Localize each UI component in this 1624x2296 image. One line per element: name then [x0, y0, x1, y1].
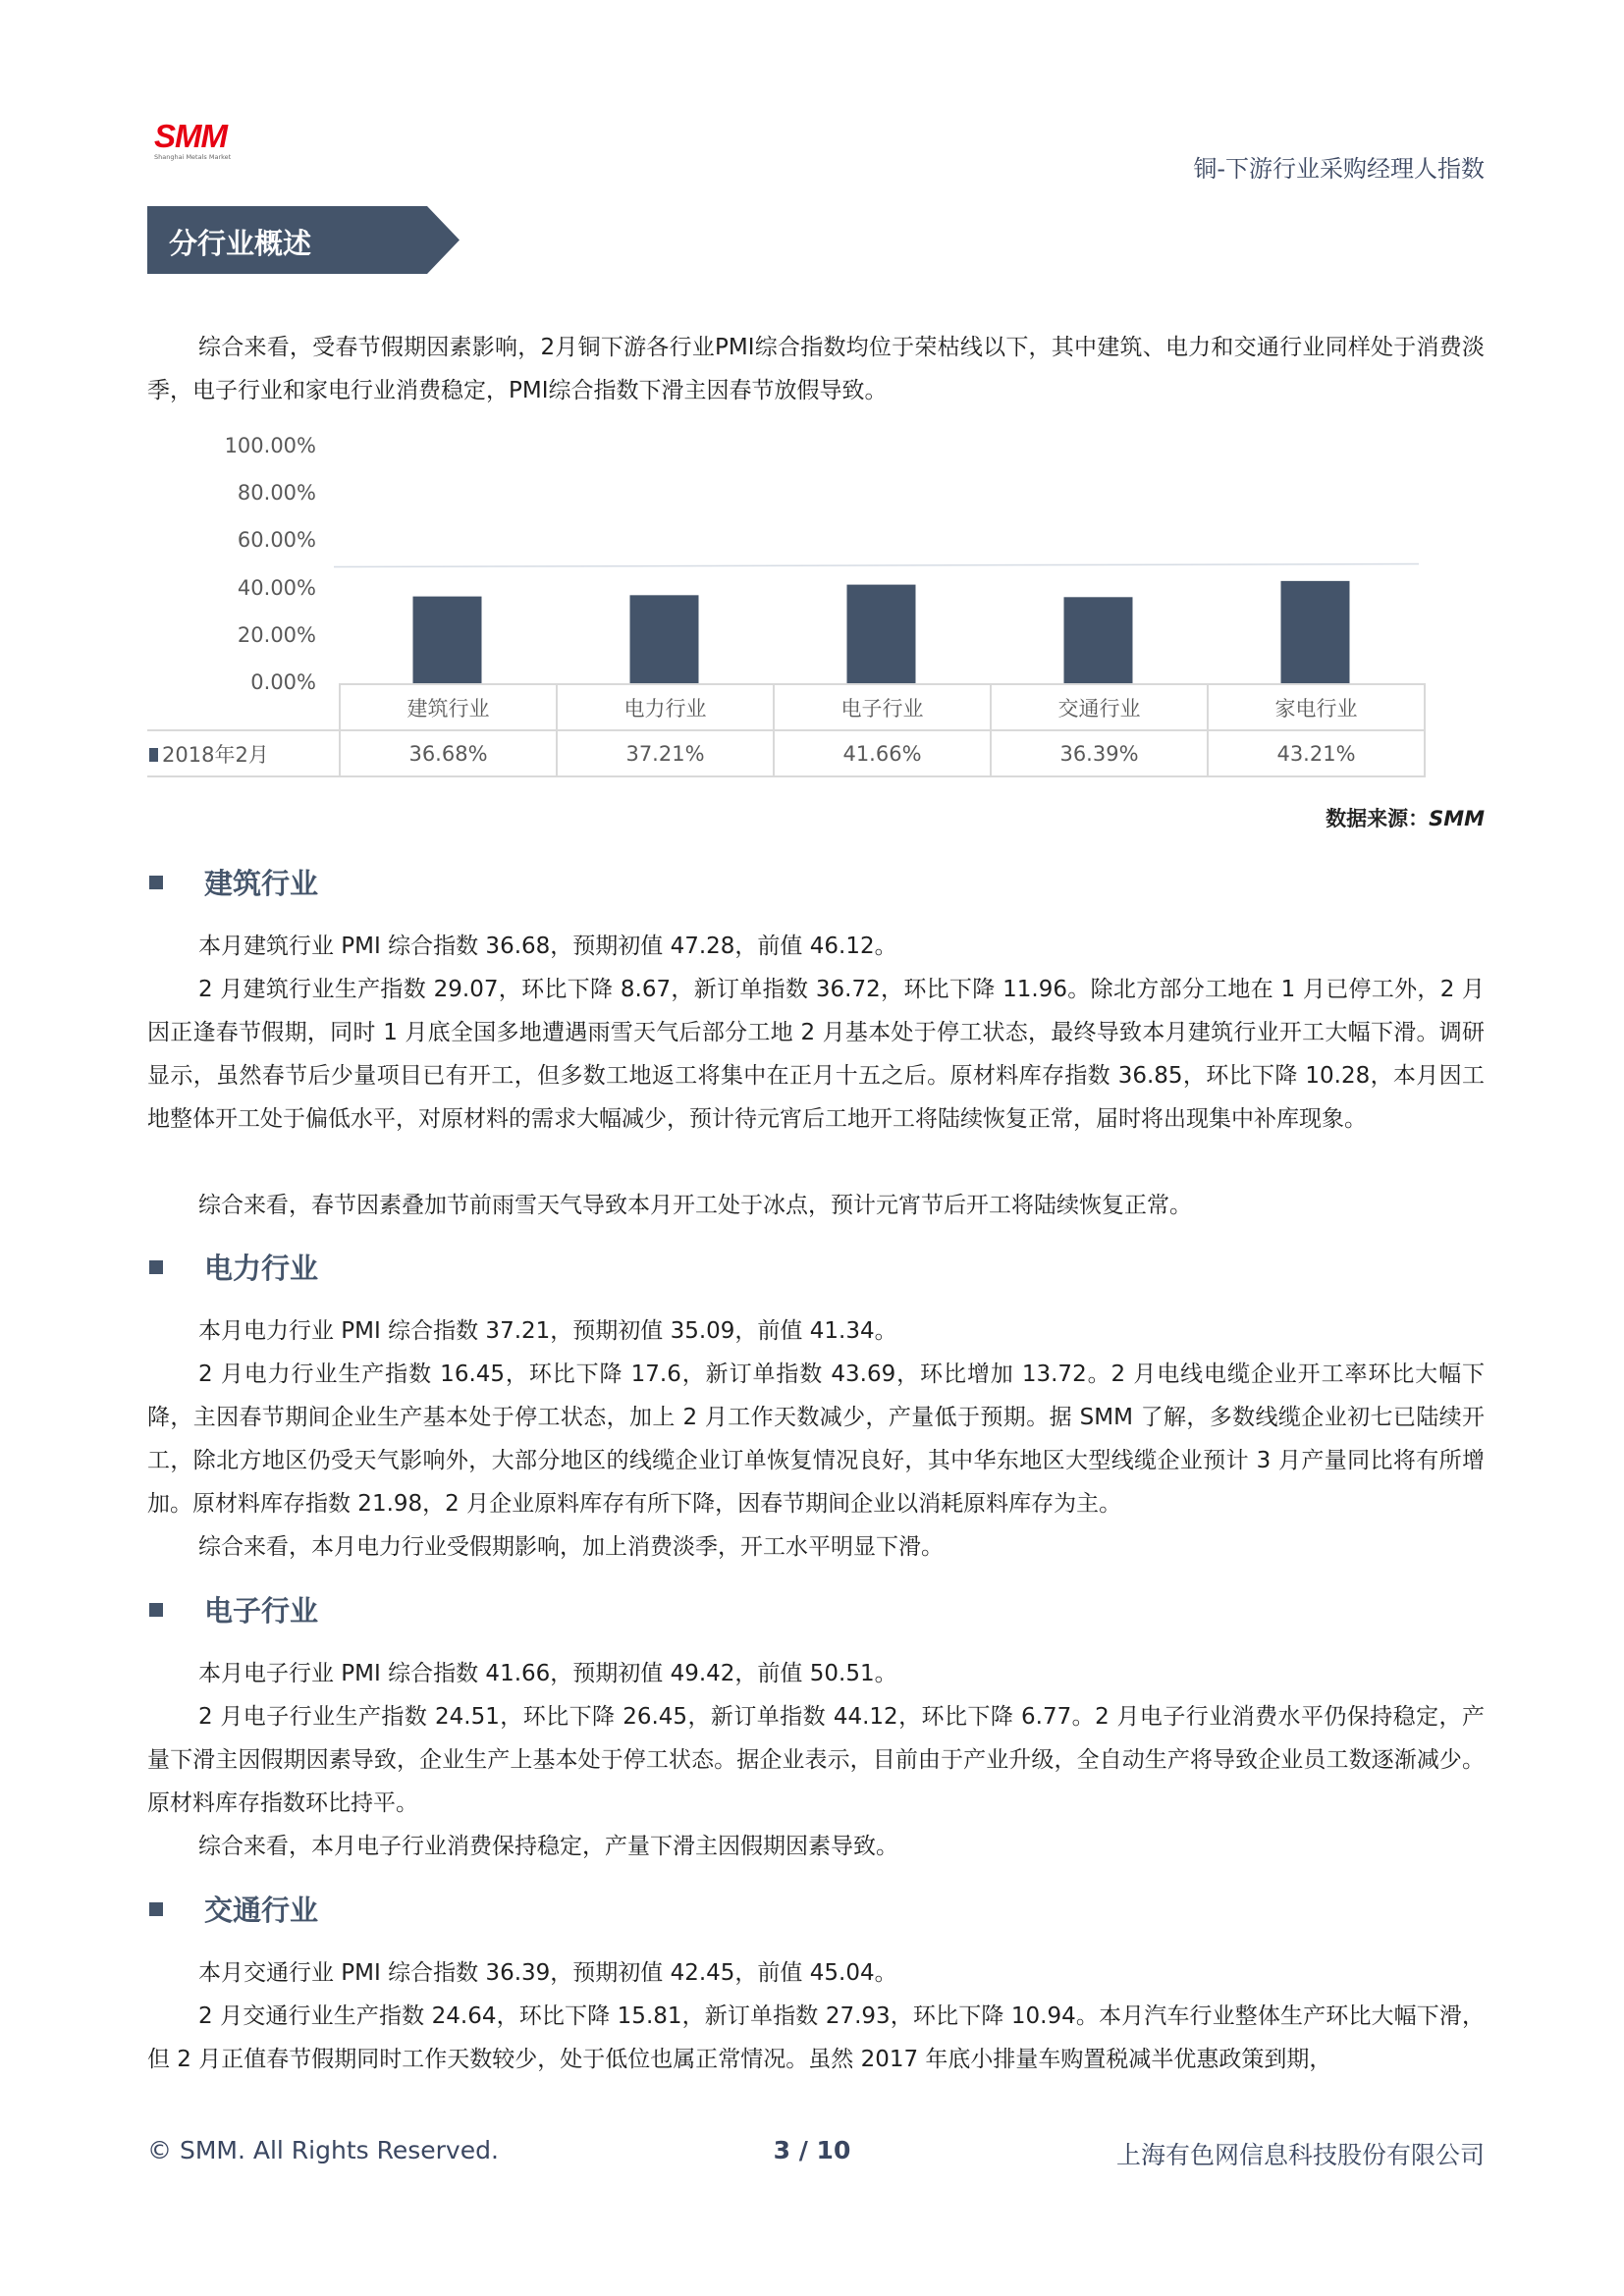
footer-page-number: 3 / 10: [773, 2136, 851, 2164]
table-corner: [147, 684, 340, 730]
section-paragraph: 本月电力行业 PMI 综合指数 37.21，预期初值 35.09，前值 41.34。: [198, 1318, 897, 1344]
x-category-label: 交通行业: [991, 684, 1208, 730]
section-paragraph: 2 月交通行业生产指数 24.64，环比下降 15.81，新订单指数 27.93，环比下降 10.94。本月汽车行业整体生产环比大幅下滑，但 2 月正值春节假期同时工作天数较少，处于低位也属正常情况。虽然 2017 年底小排量车购置税减半优惠政策到期，: [147, 2003, 1485, 2072]
chart-data-table: [147, 683, 1426, 777]
source-label: 数据来源：: [1326, 807, 1430, 830]
logo-mark: SMM: [154, 118, 227, 154]
reference-line: [334, 564, 1419, 567]
bar-3: [847, 585, 916, 683]
section-paragraph: 本月交通行业 PMI 综合指数 36.39，预期初值 42.45，前值 45.04。: [198, 1960, 897, 1986]
x-category-label: 家电行业: [1208, 684, 1425, 730]
series-row: [147, 730, 1425, 776]
section-paragraph: 2 月建筑行业生产指数 29.07，环比下降 8.67，新订单指数 36.72，环比下降 11.96。除北方部分工地在 1 月已停工外，2 月因正逢春节假期，同时 1 月底全国多地遭遇雨雪天气后部分工地 2 月基本处于停工状态，最终导致本月建筑行业开工大幅下滑。调研显示，虽然春节后少量项目已有开工，但多数工地返工将集中在正月十五之后。原材料库存指数 36.85，环比下降 10.28，本月因工地整体开工处于偏低水平，对原材料的需求大幅减少，预计待元宵后工地开工将陆续恢复正常，届时将出现集中补库现象。: [147, 977, 1485, 1132]
square-bullet-icon: [149, 876, 163, 889]
x-category-label: 建筑行业: [340, 684, 557, 730]
section-banner: [147, 206, 460, 274]
data-value-label: 36.39%: [991, 730, 1208, 776]
y-tick-label: 40.00%: [237, 575, 316, 600]
square-bullet-icon: [149, 1603, 163, 1617]
square-bullet-icon: [149, 1902, 163, 1916]
section-heading: [149, 862, 318, 902]
section-paragraph: 本月建筑行业 PMI 综合指数 36.68，预期初值 47.28，前值 46.12。: [198, 934, 897, 959]
section-paragraph: 综合来看，春节因素叠加节前雨雪天气导致本月开工处于冰点，预计元宵节后开工将陆续恢复正常。: [198, 1193, 1192, 1218]
data-source: [1326, 803, 1485, 832]
section-heading-text: 电力行业: [204, 1252, 319, 1285]
x-category-label: 电力行业: [557, 684, 774, 730]
section-heading-text: 交通行业: [204, 1894, 319, 1927]
section-heading: [149, 1889, 318, 1929]
chart-plot: [147, 432, 1443, 697]
section-paragraph: 本月电子行业 PMI 综合指数 41.66，预期初值 49.42，前值 50.51。: [198, 1661, 897, 1686]
legend-cell: [147, 730, 340, 776]
category-row: [147, 684, 1425, 730]
y-tick-label: 60.00%: [237, 528, 316, 553]
intro-paragraph: 综合来看，受春节假期因素影响，2月铜下游各行业PMI综合指数均位于荣枯线以下，其中建筑、电力和交通行业同样处于消费淡季，电子行业和家电行业消费稳定，PMI综合指数下滑主因春节放假导致。: [147, 335, 1485, 403]
footer-company: 上海有色网信息科技股份有限公司: [1115, 2141, 1485, 2169]
section-heading-text: 建筑行业: [204, 867, 319, 900]
bar-5: [1281, 581, 1350, 683]
y-tick-label: 20.00%: [237, 622, 316, 647]
bar-1: [413, 597, 482, 683]
y-tick-label: 80.00%: [237, 481, 316, 506]
logo-subtitle: Shanghai Metals Market: [154, 153, 232, 161]
bar-4: [1064, 597, 1133, 683]
data-value-label: 43.21%: [1208, 730, 1425, 776]
section-heading: [149, 1247, 318, 1287]
source-name: SMM: [1429, 807, 1485, 830]
square-bullet-icon: [149, 1260, 163, 1274]
section-heading: [149, 1589, 318, 1629]
section-paragraph: 综合来看，本月电力行业受假期影响，加上消费淡季，开工水平明显下滑。: [198, 1534, 944, 1560]
banner-title: 分行业概述: [169, 227, 312, 260]
section-heading-text: 电子行业: [204, 1594, 319, 1628]
y-tick-label: 100.00%: [224, 434, 316, 457]
pmi-bar-chart: [147, 432, 1443, 785]
x-category-label: 电子行业: [774, 684, 991, 730]
document-title: 铜-下游行业采购经理人指数: [1193, 155, 1485, 183]
data-value-label: 36.68%: [340, 730, 557, 776]
footer-copyright: © SMM. All Rights Reserved.: [147, 2136, 499, 2164]
data-value-label: 41.66%: [774, 730, 991, 776]
legend-key-icon: [149, 748, 158, 762]
data-value-label: 37.21%: [557, 730, 774, 776]
section-paragraph: 2 月电力行业生产指数 16.45，环比下降 17.6，新订单指数 43.69，环比增加 13.72。2 月电线电缆企业开工率环比大幅下降，主因春节期间企业生产基本处于停工状态，加上 2 月工作天数减少，产量低于预期。据 SMM 了解，多数线缆企业初七已陆续开工，除北方地区仍受天气影响外，大部分地区的线缆企业订单恢复情况良好，其中华东地区大型线缆企业预计 3 月产量同比将有所增加。原材料库存指数 21.98，2 月企业原料库存有所下降，因春节期间企业以消耗原料库存为主。: [147, 1362, 1485, 1517]
section-paragraph: 综合来看，本月电子行业消费保持稳定，产量下滑主因假期因素导致。: [198, 1834, 898, 1859]
bar-2: [630, 595, 699, 683]
y-tick-label: 0.00%: [250, 670, 316, 694]
legend-label: 2018年2月: [162, 742, 269, 767]
section-paragraph: 2 月电子行业生产指数 24.51，环比下降 26.45，新订单指数 44.12，环比下降 6.77。2 月电子行业消费水平仍保持稳定，产量下滑主因假期因素导致，企业生产上基本处于停工状态。据企业表示，目前由于产业升级，全自动生产将导致企业员工数逐渐减少。原材料库存指数环比持平。: [147, 1704, 1485, 1816]
smm-logo: [154, 118, 239, 161]
